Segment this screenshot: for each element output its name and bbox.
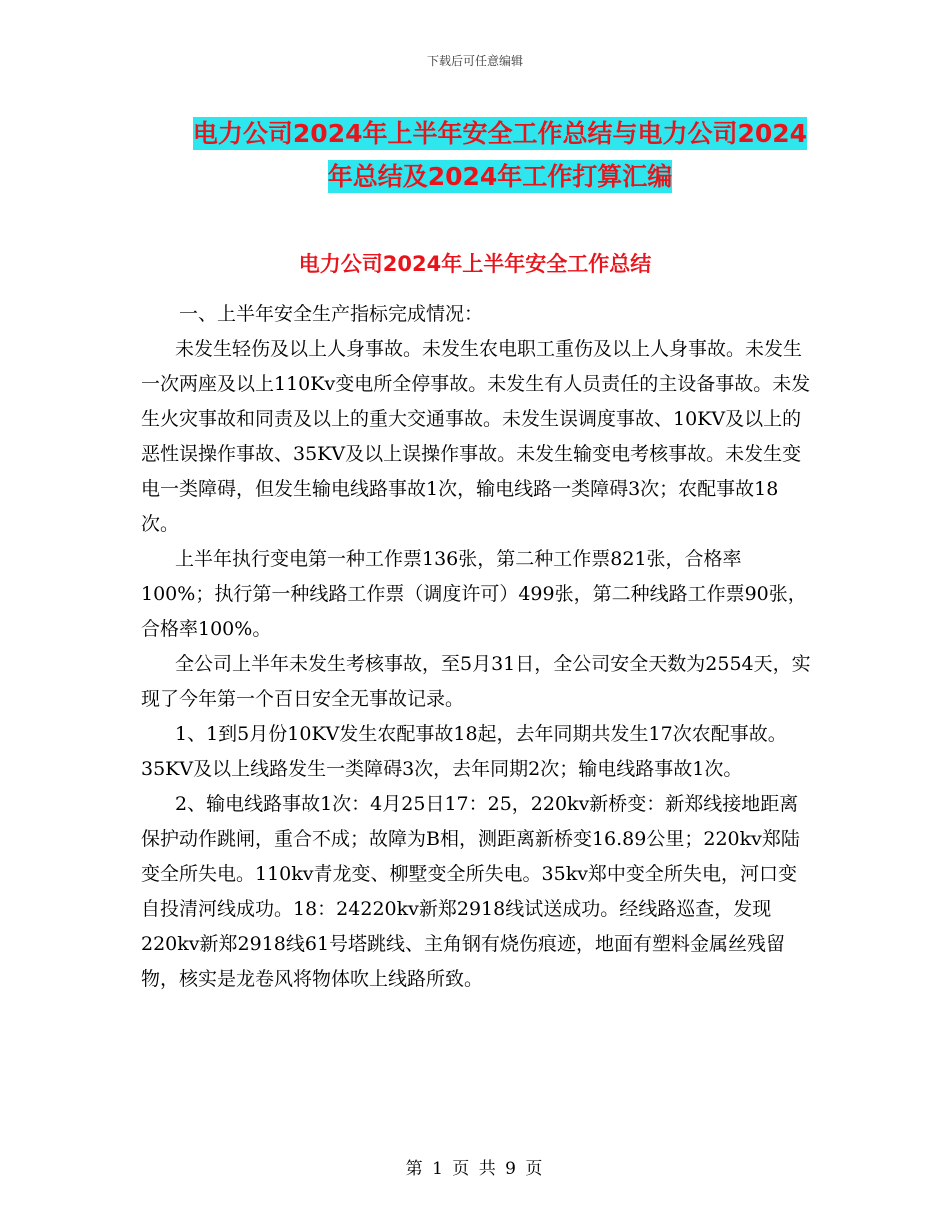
page-number: 第 1 页 共 9 页	[405, 1159, 545, 1179]
document-title	[140, 112, 860, 198]
body-paragraph: 全公司上半年未发生考核事故，至5月31日，全公司安全天数为2554天，实现了今年第一个百日安全无事故记录。	[141, 653, 811, 710]
page-header-note: 下载后可任意编辑	[426, 54, 523, 68]
body-paragraph: 1、1到5月份10KV发生农配事故18起，去年同期共发生17次农配事故。35KV及以上线路发生一类障碍3次，去年同期2次；输电线路事故1次。	[141, 723, 787, 780]
document-title-line1: 电力公司2024年上半年安全工作总结与电力公司2024	[192, 119, 808, 148]
document-body	[141, 297, 813, 997]
body-paragraph: 上半年执行变电第一种工作票136张，第二种工作票821张，合格率100%；执行第一种线路工作票（调度许可）499张，第二种线路工作票90张，合格率100%。	[141, 548, 807, 640]
body-paragraph: 2、输电线路事故1次：4月25日17：25，220kv新桥变：新郑线接地距离保护动作跳闸，重合不成；故障为B相，测距离新桥变16.89公里；220kv郑陆变全所失电。110kv青龙变、柳墅变全所失电。35kv郑中变全所失电，河口变自投清河线成功。18：24220kv新郑2918线试送成功。经线路巡查，发现220kv新郑2918线61号塔跳线、主角钢有烧伤痕迹，地面有塑料金属丝残留物，核实是龙卷风将物体吹上线路所致。	[141, 793, 800, 990]
section-title: 电力公司2024年上半年安全工作总结	[298, 252, 652, 276]
document-title-line2: 年总结及2024年工作打算汇编	[327, 162, 673, 191]
section-heading: 一、上半年安全生产指标完成情况：	[179, 303, 484, 325]
body-paragraph: 未发生轻伤及以上人身事故。未发生农电职工重伤及以上人身事故。未发生一次两座及以上110Kv变电所全停事故。未发生有人员责任的主设备事故。未发生火灾事故和同责及以上的重大交通事故。未发生误调度事故、10KV及以上的恶性误操作事故、35KV及以上误操作事故。未发生输变电考核事故。未发生变电一类障碍，但发生输电线路事故1次，输电线路一类障碍3次；农配事故18次。	[141, 338, 811, 535]
